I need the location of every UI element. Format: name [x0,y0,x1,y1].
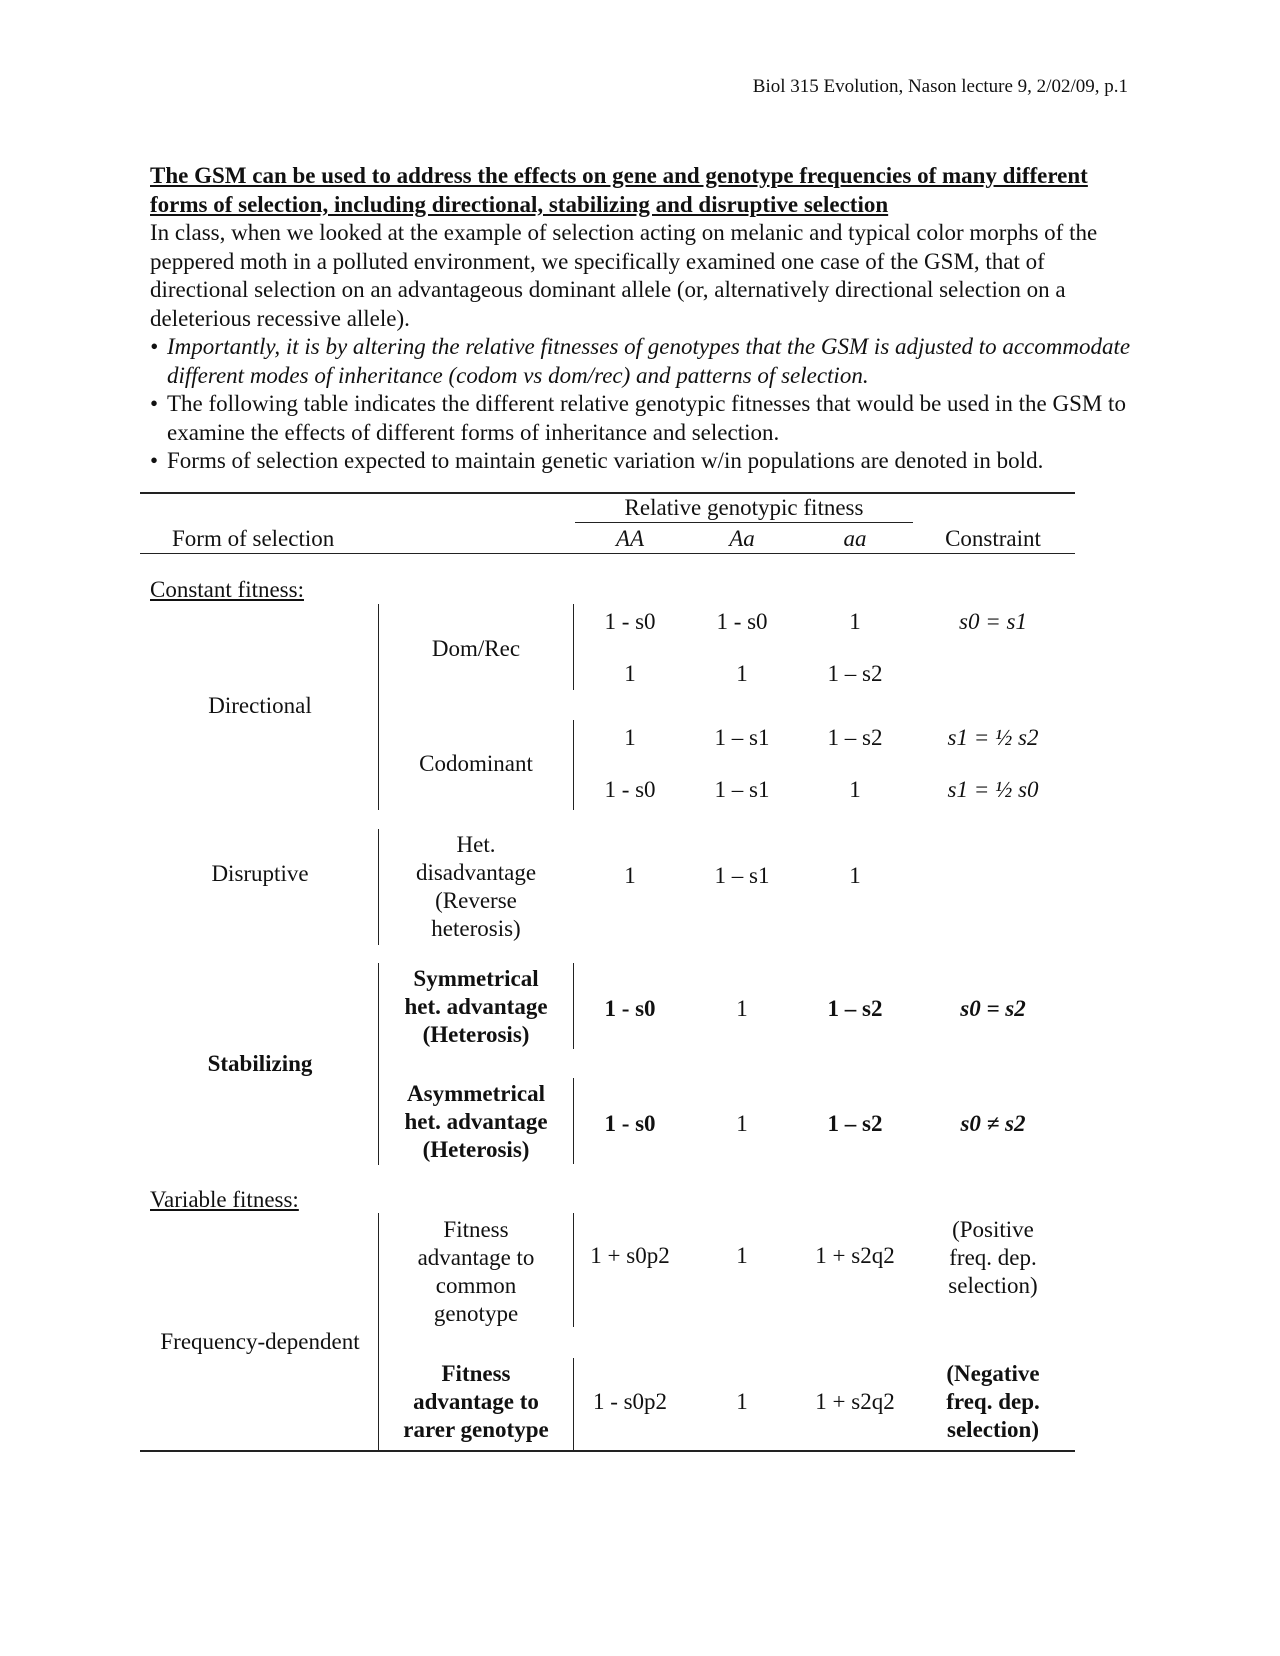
cell-common-constraint: (Positive [952,1217,1034,1242]
mode-label-symmetrical: het. advantage [404,994,548,1019]
cell-sym-constraint: s0 = s2 [960,996,1026,1021]
cell-codom-2-AA: 1 - s0 [604,777,656,802]
cell-common-aa: 1 + s2q2 [815,1243,895,1268]
page-header: Biol 315 Evolution, Nason lecture 9, 2/02/09, p.1 [752,76,1128,97]
table-bottom-rule [140,1450,1075,1452]
cell-domrec-1-aa: 1 [849,609,861,634]
cell-codom-1-constraint: s1 = ½ s2 [947,725,1039,750]
cell-disruptive-AA: 1 [624,863,636,888]
cell-sym-AA: 1 - s0 [604,996,656,1021]
cell-asym-Aa: 1 [736,1111,748,1136]
bullet-item-bold-note: • Forms of selection expected to maintain genetic variation w/in populations are denoted in bold. [150,447,1140,476]
mode-label-asymmetrical: Asymmetrical [407,1081,545,1106]
value-divider [573,720,574,810]
cell-asym-AA: 1 - s0 [604,1111,656,1136]
cell-codom-2-constraint: s1 = ½ s0 [947,777,1039,802]
value-divider [573,1213,574,1327]
mode-label-het-disadvantage: Het. [456,832,496,857]
table-top-rule [140,492,1075,494]
mode-label-rarer-advantage: Fitness [441,1361,511,1386]
cell-codom-2-aa: 1 [849,777,861,802]
cell-rarer-constraint: freq. dep. [946,1389,1040,1414]
cell-rarer-AA: 1 - s0p2 [592,1389,668,1414]
section-heading: The GSM can be used to address the effects on gene and genotype frequencies of many different forms of selection, including directional, stabilizing and disruptive selection [150,163,1088,217]
mode-label-symmetrical: Symmetrical [413,966,539,991]
cell-domrec-1-constraint: s0 = s1 [959,609,1027,634]
cell-domrec-2-Aa: 1 [736,661,748,686]
cell-common-AA: 1 + s0p2 [590,1243,670,1268]
mode-divider [378,829,379,945]
mode-label-common-advantage: genotype [433,1301,519,1326]
section-label-variable: Variable fitness: [150,1187,299,1212]
cell-domrec-1-AA: 1 - s0 [604,609,656,634]
mode-divider [378,1213,379,1451]
cell-codom-1-AA: 1 [624,725,636,750]
intro-paragraph: In class, when we looked at the example of selection acting on melanic and typical color morphs of the peppered moth in a polluted environment, we specifically examined one case of the GSM, that of directional selection on an advantageous dominant allele (or, alternatively directional selection on a deleterious recessive allele). [150,220,1098,331]
mode-label-het-disadvantage: disadvantage [415,860,537,885]
cell-common-constraint: freq. dep. [949,1245,1037,1270]
mode-label-asymmetrical: het. advantage [404,1109,548,1134]
cell-domrec-1-Aa: 1 - s0 [716,609,768,634]
mode-label-common-advantage: common [435,1273,517,1298]
fitness-header-rule [575,522,913,523]
column-header-form: Form of selection [172,526,335,551]
mode-label-het-disadvantage: (Reverse [435,888,517,913]
bullet-item-table-description: • The following table indicates the different relative genotypic fitnesses that would be used in the GSM to examine the effects of different forms of inheritance and selection. [150,390,1140,447]
column-header-constraint: Constraint [945,526,1041,551]
column-header-Aa: Aa [729,526,755,551]
column-header-rule [140,553,1075,554]
cell-asym-aa: 1 – s2 [827,1111,883,1136]
form-label-stabilizing: Stabilizing [207,1051,313,1076]
cell-common-constraint: selection) [948,1273,1038,1298]
mode-label-codominant: Codominant [419,751,533,776]
mode-divider [378,963,379,1165]
cell-rarer-constraint: selection) [947,1417,1039,1442]
cell-asym-constraint: s0 ≠ s2 [960,1111,1026,1136]
value-divider [573,1078,574,1164]
cell-rarer-Aa: 1 [736,1389,748,1414]
mode-label-domrec: Dom/Rec [431,636,521,661]
cell-disruptive-aa: 1 [849,863,861,888]
value-divider [573,1358,574,1450]
value-divider [573,604,574,690]
mode-label-symmetrical: (Heterosis) [422,1022,530,1047]
form-label-disruptive: Disruptive [211,861,309,886]
form-label-directional: Directional [208,693,312,718]
column-header-aa: aa [843,526,867,551]
mode-label-asymmetrical: (Heterosis) [422,1137,530,1162]
mode-label-common-advantage: Fitness [443,1217,509,1242]
section-label-constant: Constant fitness: [150,577,304,602]
cell-rarer-aa: 1 + s2q2 [815,1389,895,1414]
fitness-group-header: Relative genotypic fitness [624,495,864,520]
mode-label-het-disadvantage: heterosis) [431,916,521,941]
cell-common-Aa: 1 [736,1243,748,1268]
cell-rarer-constraint: (Negative [946,1361,1040,1386]
column-header-AA: AA [615,526,645,551]
cell-sym-Aa: 1 [736,996,748,1021]
cell-sym-aa: 1 – s2 [827,996,883,1021]
mode-divider [378,604,379,810]
cell-domrec-2-AA: 1 [624,661,636,686]
cell-disruptive-Aa: 1 – s1 [714,863,770,888]
cell-domrec-2-aa: 1 – s2 [827,661,883,686]
mode-label-rarer-advantage: rarer genotype [403,1417,549,1442]
value-divider [573,963,574,1049]
mode-label-common-advantage: advantage to [417,1245,535,1270]
cell-codom-1-Aa: 1 – s1 [714,725,770,750]
cell-codom-1-aa: 1 – s2 [827,725,883,750]
form-label-frequency-dependent: Frequency-dependent [160,1329,360,1354]
cell-codom-2-Aa: 1 – s1 [714,777,770,802]
mode-label-rarer-advantage: advantage to [413,1389,539,1414]
bullet-item-importantly: • Importantly, it is by altering the relative fitnesses of genotypes that the GSM is adjusted to accommodate different modes of inheritance (codom vs dom/rec) and patterns of selection. [150,333,1140,390]
